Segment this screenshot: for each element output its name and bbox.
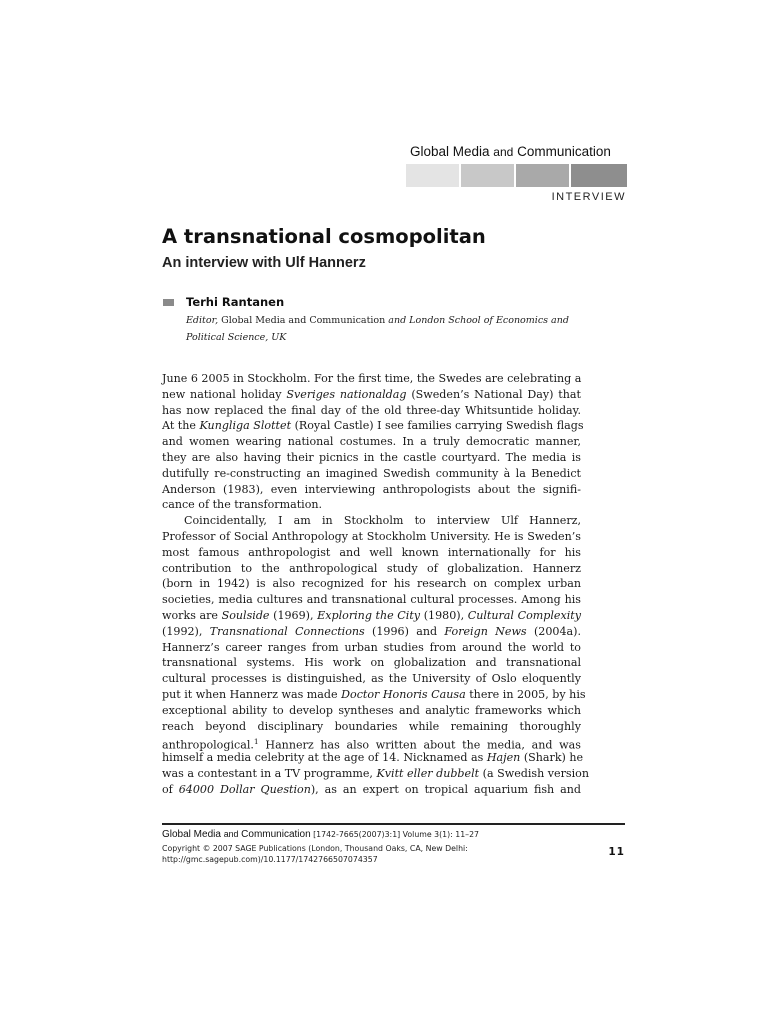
italic-title: Foreign News bbox=[444, 624, 527, 638]
body-line bbox=[162, 403, 581, 419]
body-line bbox=[162, 482, 581, 498]
body-line bbox=[162, 782, 581, 798]
body-text-segment: they are also having their picnics in the castle courtyard. The media is bbox=[162, 450, 581, 464]
body-text-segment: (Sweden’s National Day) that bbox=[406, 387, 581, 401]
body-text-segment: there in 2005, by his bbox=[465, 687, 586, 701]
footer-rule bbox=[162, 823, 625, 825]
author-affiliation bbox=[186, 312, 586, 346]
body-line bbox=[162, 418, 584, 434]
body-text-segment: and women wearing national costumes. In a truly democratic manner, bbox=[162, 435, 581, 449]
body-line bbox=[162, 671, 581, 687]
body-line bbox=[162, 371, 581, 387]
italic-title: Cultural Complexity bbox=[467, 608, 582, 622]
body-line bbox=[162, 450, 581, 466]
header-color-bars bbox=[406, 164, 627, 187]
body-line bbox=[162, 592, 581, 608]
journal-title bbox=[410, 144, 611, 159]
header-bar-2 bbox=[461, 164, 514, 187]
header-bar-4 bbox=[571, 164, 627, 187]
body-line bbox=[162, 655, 581, 671]
journal-title-part-2: and bbox=[493, 145, 514, 159]
body-line bbox=[162, 608, 581, 624]
body-text-segment: Hannerz has also written about the media, and was bbox=[258, 739, 581, 753]
body-text-segment: (born in 1942) is also recognized for his research on complex urban bbox=[162, 577, 581, 591]
body-text-segment: was a contestant in a TV programme, bbox=[162, 766, 377, 780]
body-line bbox=[162, 513, 581, 529]
italic-title: Exploring the City bbox=[317, 608, 421, 622]
body-text-segment: put it when Hannerz was made bbox=[162, 687, 342, 701]
body-text-segment: Professor of Social Anthropology at Stockholm University. He is Sweden’s bbox=[162, 529, 581, 543]
footer-copyright: Copyright © 2007 SAGE Publications (London, Thousand Oaks, CA, New Delhi: bbox=[162, 844, 468, 853]
footer-journal-part-2: and bbox=[223, 829, 239, 839]
italic-title: Kvitt eller dubbelt bbox=[376, 766, 480, 780]
body-line bbox=[162, 529, 581, 545]
body-text-segment: June 6 2005 in Stockholm. For the first time, the Swedes are celebrating a bbox=[162, 372, 582, 385]
body-text-segment: Coincidentally, I am in Stockholm to interview Ulf Hannerz, bbox=[184, 514, 581, 528]
affiliation-line-1 bbox=[186, 312, 586, 329]
footer-citation bbox=[162, 829, 479, 840]
body-line bbox=[162, 434, 581, 450]
footnote-marker: 1 bbox=[253, 737, 259, 747]
body-text-segment: At the bbox=[162, 419, 200, 433]
italic-title: Hajen bbox=[486, 751, 521, 765]
body-text-segment: anthropological. bbox=[162, 739, 254, 753]
footer-doi-link[interactable]: http://gmc.sagepub.com)/10.1177/1742766507074357 bbox=[162, 855, 378, 864]
body-line bbox=[162, 561, 581, 577]
affiliation-role: Editor, bbox=[186, 315, 219, 326]
body-line bbox=[162, 545, 581, 561]
italic-title: 64000 Dollar Question bbox=[178, 782, 311, 796]
body-text-segment: societies, media cultures and transnational cultural processes. Among his bbox=[162, 593, 581, 607]
body-text-segment: Anderson (1983), even interviewing anthropologists about the signifi- bbox=[162, 482, 581, 496]
body-text-segment: works are bbox=[162, 608, 222, 622]
affiliation-journal: Global Media and Communication bbox=[218, 315, 389, 326]
author-marker bbox=[163, 299, 174, 306]
section-label: INTERVIEW bbox=[551, 191, 626, 203]
body-text-segment: (1980), bbox=[420, 608, 468, 622]
author-name: Terhi Rantanen bbox=[186, 295, 285, 309]
body-text-segment: dutifully re-constructing an imagined Swedish community à la Benedict bbox=[162, 466, 581, 480]
body-text-segment: has now replaced the final day of the old three-day Whitsuntide holiday. bbox=[162, 403, 581, 417]
footer-journal-part-1: Global Media bbox=[162, 829, 224, 840]
header-bar-3 bbox=[516, 164, 569, 187]
affiliation-institution: and London School of Economics and bbox=[388, 315, 569, 326]
affiliation-line-2: Political Science, UK bbox=[186, 332, 287, 343]
italic-title: Doctor Honoris Causa bbox=[341, 687, 466, 701]
body-text-segment: reach beyond disciplinary boundaries while remaining thoroughly bbox=[162, 719, 581, 733]
body-line bbox=[162, 624, 581, 640]
journal-title-part-3: Communication bbox=[513, 144, 611, 159]
body-text-segment: of bbox=[162, 782, 179, 796]
body-text-segment: himself a media celebrity at the age of 14. Nicknamed as bbox=[162, 751, 487, 765]
body-text-segment: (1996) and bbox=[364, 624, 445, 638]
body-text-segment: most famous anthropologist and well known internationally for his bbox=[162, 545, 581, 559]
body-line bbox=[162, 387, 581, 403]
body-text-segment: (1992), bbox=[162, 624, 210, 638]
italic-title: Soulside bbox=[221, 608, 270, 622]
body-line bbox=[162, 734, 581, 753]
italic-title: Transnational Connections bbox=[209, 624, 365, 638]
body-text-segment: Hannerz’s career ranges from urban studies from around the world to bbox=[162, 640, 581, 654]
body-text-segment: new national holiday bbox=[162, 387, 287, 401]
body-text-segment: (Shark) he bbox=[520, 751, 584, 765]
body-text-segment: ), as an expert on tropical aquarium fish and bbox=[310, 782, 582, 796]
body-line bbox=[162, 750, 584, 766]
header-bar-1 bbox=[406, 164, 459, 187]
footer-journal-part-3: Communication bbox=[238, 829, 311, 840]
italic-title: Sveriges nationaldag bbox=[286, 387, 407, 401]
body-line bbox=[162, 766, 589, 782]
body-line bbox=[162, 466, 581, 482]
page-number: 11 bbox=[608, 846, 625, 858]
body-text-segment: cance of the transformation. bbox=[162, 498, 323, 512]
article-body bbox=[162, 371, 589, 798]
body-text-segment: contribution to the anthropological study of globalization. Hannerz bbox=[162, 561, 581, 575]
journal-title-part-1: Global Media bbox=[410, 144, 494, 159]
article-title: A transnational cosmopolitan bbox=[162, 225, 486, 248]
body-line bbox=[162, 703, 581, 719]
footer-issue-meta: [1742-7665(2007)3:1] Volume 3(1): 11–27 bbox=[310, 830, 479, 839]
body-text-segment: (2004a). bbox=[526, 624, 581, 638]
body-text-segment: (1969), bbox=[269, 608, 318, 622]
body-line bbox=[162, 687, 586, 703]
body-text-segment: transnational systems. His work on globalization and transnational bbox=[162, 656, 581, 670]
body-text-segment: (Royal Castle) I see families carrying Swedish flags bbox=[291, 419, 584, 433]
body-text-segment: (a Swedish version bbox=[479, 766, 589, 780]
body-text-segment: exceptional ability to develop syntheses and analytic frameworks which bbox=[162, 703, 581, 717]
italic-title: Kungliga Slottet bbox=[199, 419, 292, 433]
body-line bbox=[162, 576, 581, 592]
article-subtitle: An interview with Ulf Hannerz bbox=[162, 255, 366, 271]
body-line bbox=[162, 719, 581, 735]
body-text-segment: cultural processes is distinguished, as the University of Oslo eloquently bbox=[162, 672, 581, 686]
body-line bbox=[162, 497, 581, 513]
body-line bbox=[162, 640, 581, 656]
